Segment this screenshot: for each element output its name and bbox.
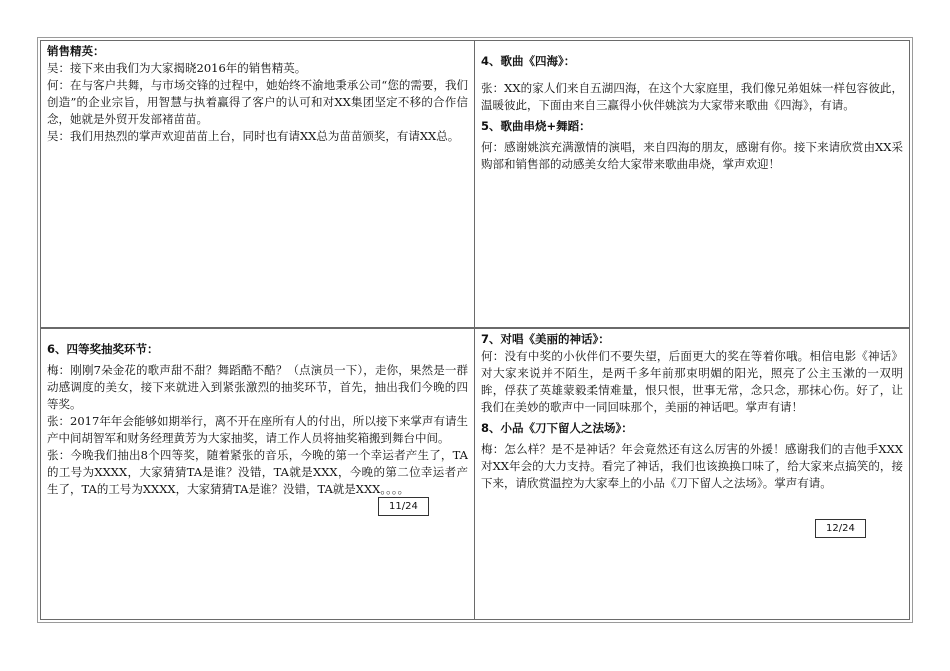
cell-fourth-prize-draw bbox=[41, 327, 475, 619]
script-line: 吴：我们用热烈的掌声欢迎苗苗上台，同时也有请XX总为苗苗颁奖，有请XX总。 bbox=[47, 129, 460, 143]
cell-duet-and-skit bbox=[475, 327, 909, 619]
script-line: 张：2017年年会能够如期举行，离不开在座所有人的付出，所以接下来掌声有请生产中间胡智军和财务经理黄芳为大家抽奖，请工作人员将抽奖箱搬到舞台中间。 bbox=[47, 414, 468, 445]
section-heading: 6、四等奖抽奖环节： bbox=[47, 342, 159, 356]
section-heading: 7、对唱《美丽的神话》： bbox=[481, 332, 610, 346]
section-heading: 5、歌曲串烧+舞蹈： bbox=[481, 119, 591, 133]
script-line: 梅：怎么样？是不是神话？年会竟然还有这么厉害的外援！感谢我们的吉他手XXX对XX年会的大力支持。看完了神话，我们也该换换口味了，给大家来点搞笑的，接下来，请欣赏温控为大家奉上的小品《刀下留人之法场》。掌声有请。 bbox=[481, 442, 903, 490]
script-line: 何：在与客户共舞，与市场交锋的过程中，她始终不渝地秉承公司“您的需要，我们创造”的企业宗旨，用智慧与执着赢得了客户的认可和对XX集团坚定不移的合作信念，她就是外贸开发部褚苗苗。 bbox=[47, 78, 468, 126]
section-heading: 4、歌曲《四海》： bbox=[481, 54, 576, 68]
script-line: 何：没有中奖的小伙伴们不要失望，后面更大的奖在等着你哦。相信电影《神话》对大家来说并不陌生，是两千多年前那束明媚的阳光，照亮了公主玉漱的一双明眸，俘获了英雄蒙毅柔情难量，恨只恨，世事无常，念只念，那抹心伤。好了，让我们在美妙的歌声中一同回味那个，美丽的神话吧。掌声有请！ bbox=[481, 349, 903, 414]
script-line: 梅：刚刚7朵金花的歌声甜不甜？舞蹈酷不酷？（点演员一下），走你，果然是一群动感调度的美女，接下来就进入到紧张激烈的抽奖环节，首先，抽出我们今晚的四等奖。 bbox=[47, 363, 468, 411]
cell-songs bbox=[475, 41, 909, 327]
script-page-frame bbox=[40, 40, 910, 620]
cell-sales-elite bbox=[41, 41, 475, 327]
section-heading: 8、小品《刀下留人之法场》： bbox=[481, 421, 633, 435]
page-number-left: 11/24 bbox=[378, 497, 429, 516]
section-heading: 销售精英： bbox=[47, 44, 105, 58]
script-line: 何：感谢姚滨充满激情的演唱，来自四海的朋友，感谢有你。接下来请欣赏由XX采购部和销售部的动感美女给大家带来歌曲串烧，掌声欢迎！ bbox=[481, 140, 903, 171]
script-line: 张：今晚我们抽出8个四等奖，随着紧张的音乐，今晚的第一个幸运者产生了，TA的工号为XXXX，大家猜猜TA是谁？没错，TA就是XXX，今晚的第二位幸运者产生了，TA的工号为XXXX，大家猜猜TA是谁？没错，TA就是XXX。。。。 bbox=[47, 448, 468, 496]
script-line: 张：XX的家人们来自五湖四海，在这个大家庭里，我们像兄弟姐妹一样包容彼此，温暖彼此，下面由来自三赢得小伙伴姚滨为大家带来歌曲《四海》，有请。 bbox=[481, 81, 903, 112]
page-number-right: 12/24 bbox=[815, 519, 866, 538]
script-line: 吴：接下来由我们为大家揭晓2016年的销售精英。 bbox=[47, 61, 307, 75]
